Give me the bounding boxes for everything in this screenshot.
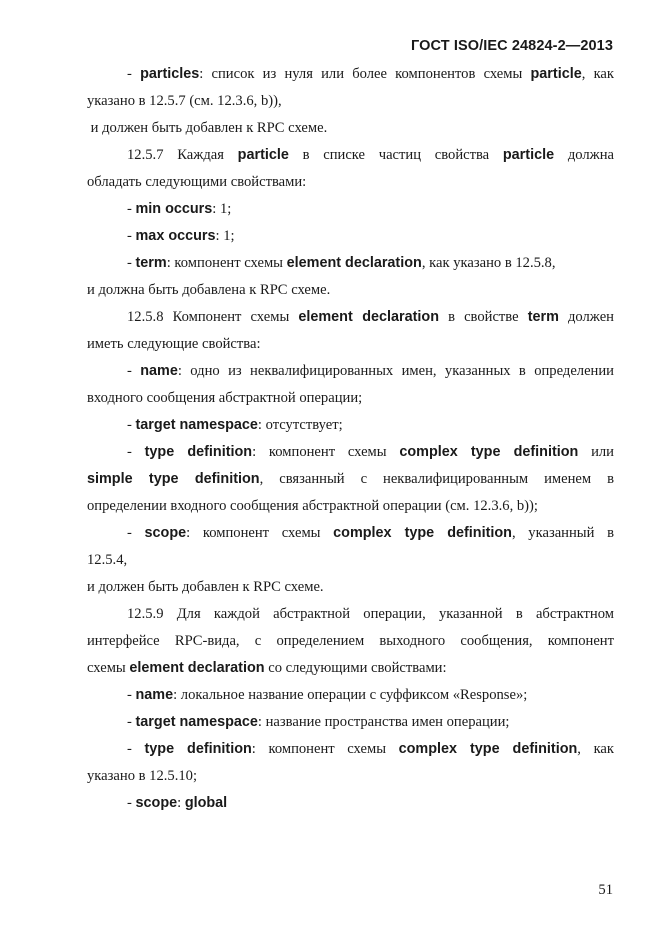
- item-max-occurs: - max occurs: 1;: [127, 228, 235, 244]
- document-body: [87, 61, 614, 817]
- item-scope-input: - scope: компонент схемы complex type definition, указанный в: [127, 525, 614, 541]
- item-type-definition-input: - type definition: компонент схемы complex type definition или: [127, 444, 614, 460]
- paragraph-line: определении входного сообщения абстрактной операции (см. 12.3.6, b));: [87, 498, 538, 514]
- item-name-output: - name: локальное название операции с суффиксом «Response»;: [127, 687, 528, 703]
- paragraph-line: указано в 12.5.10;: [87, 768, 198, 784]
- page-number: 51: [598, 882, 613, 898]
- item-name-input: - name: одно из неквалифицированных имен, указанных в определении: [127, 363, 614, 379]
- paragraph-particles: - particles: список из нуля или более компонентов схемы particle, как: [127, 66, 615, 82]
- paragraph-12-5-7: 12.5.7 Каждая particle в списке частиц свойства particle должна: [127, 147, 615, 163]
- paragraph-line: входного сообщения абстрактной операции;: [87, 390, 363, 406]
- paragraph-line: simple type definition, связанный с неквалифицированным именем в: [87, 471, 615, 487]
- item-min-occurs: - min occurs: 1;: [127, 201, 232, 217]
- item-target-namespace-input: - target namespace: отсутствует;: [127, 417, 343, 433]
- paragraph-line: интерфейсе RPC-вида, с определением выходного сообщения, компонент: [87, 633, 614, 649]
- paragraph-line: 12.5.4,: [87, 552, 128, 568]
- paragraph-12-5-8: 12.5.8 Компонент схемы element declaration в свойстве term должен: [127, 309, 614, 325]
- paragraph-line: схемы element declaration со следующими свойствами:: [87, 660, 447, 676]
- item-type-definition-output: - type definition: компонент схемы complex type definition, как: [127, 741, 615, 757]
- paragraph-line: иметь следующие свойства:: [87, 336, 261, 352]
- item-target-namespace-output: - target namespace: название пространства имен операции;: [127, 714, 510, 730]
- document-header: ГОСТ ISO/IEC 24824-2—2013: [411, 38, 613, 54]
- paragraph-line: и должна быть добавлена к RPC схеме.: [87, 282, 331, 298]
- paragraph-line: обладать следующими свойствами:: [87, 174, 307, 190]
- paragraph-12-5-9: 12.5.9 Для каждой абстрактной операции, указанной в абстрактном: [127, 606, 614, 622]
- paragraph-line: и должен быть добавлен к RPC схеме.: [87, 579, 324, 595]
- item-term: - term: компонент схемы element declaration, как указано в 12.5.8,: [127, 255, 556, 271]
- item-scope-output: - scope: global: [127, 795, 228, 811]
- paragraph-line: и должен быть добавлен к RPC схеме.: [87, 120, 328, 136]
- paragraph-line: указано в 12.5.7 (см. 12.3.6, b)),: [87, 93, 282, 109]
